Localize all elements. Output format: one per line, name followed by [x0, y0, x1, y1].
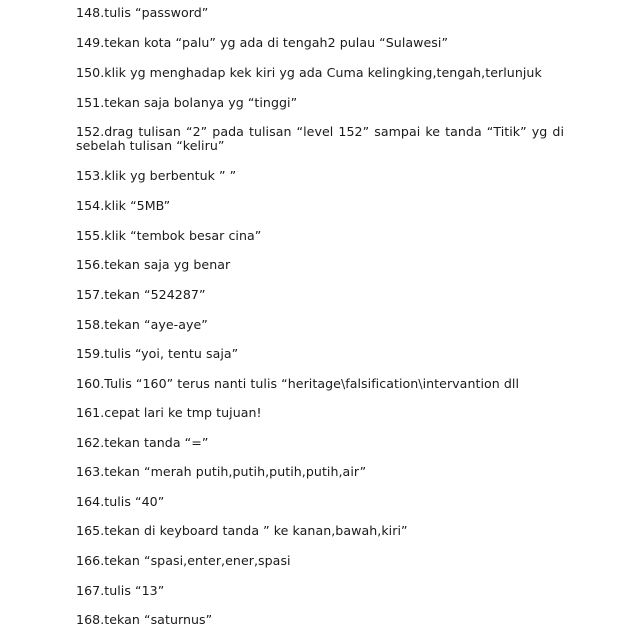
list-item-161: 161.cepat lari ke tmp tujuan! [76, 405, 262, 420]
list-item-153: 153.klik yg berbentuk ” ” [76, 168, 237, 183]
list-item-156: 156.tekan saja yg benar [76, 257, 231, 272]
list-item-166: 166.tekan “spasi,enter,ener,spasi [76, 553, 291, 568]
list-item-157: 157.tekan “524287” [76, 287, 206, 302]
list-item-165: 165.tekan di keyboard tanda ” ke kanan,bawah,kiri” [76, 523, 408, 538]
list-item-149: 149.tekan kota “palu” yg ada di tengah2 pulau “Sulawesi” [76, 35, 449, 50]
list-item-160: 160.Tulis “160” terus nanti tulis “heritage\falsification\intervantion dll [76, 376, 520, 391]
list-item-148: 148.tulis “password” [76, 5, 209, 20]
list-item-155: 155.klik “tembok besar cina” [76, 228, 262, 243]
list-item-158: 158.tekan “aye-aye” [76, 317, 208, 332]
list-item-163: 163.tekan “merah putih,putih,putih,putih,air” [76, 464, 367, 479]
list-item-164: 164.tulis “40” [76, 494, 165, 509]
list-item-162: 162.tekan tanda “=” [76, 435, 209, 450]
list-item-151: 151.tekan saja bolanya yg “tinggi” [76, 95, 298, 110]
list-item-167: 167.tulis “13” [76, 583, 165, 598]
list-item-154: 154.klik “5MB” [76, 198, 171, 213]
list-item-150: 150.klik yg menghadap kek kiri yg ada Cuma kelingking,tengah,terlunjuk [76, 65, 542, 80]
list-item-159: 159.tulis “yoi, tentu saja” [76, 346, 239, 361]
list-item-168: 168.tekan “saturnus” [76, 612, 213, 627]
list-item-152: 152.drag tulisan “2” pada tulisan “level 152” sampai ke tanda “Titik” yg di sebelah tulisan “keliru” [76, 124, 564, 153]
